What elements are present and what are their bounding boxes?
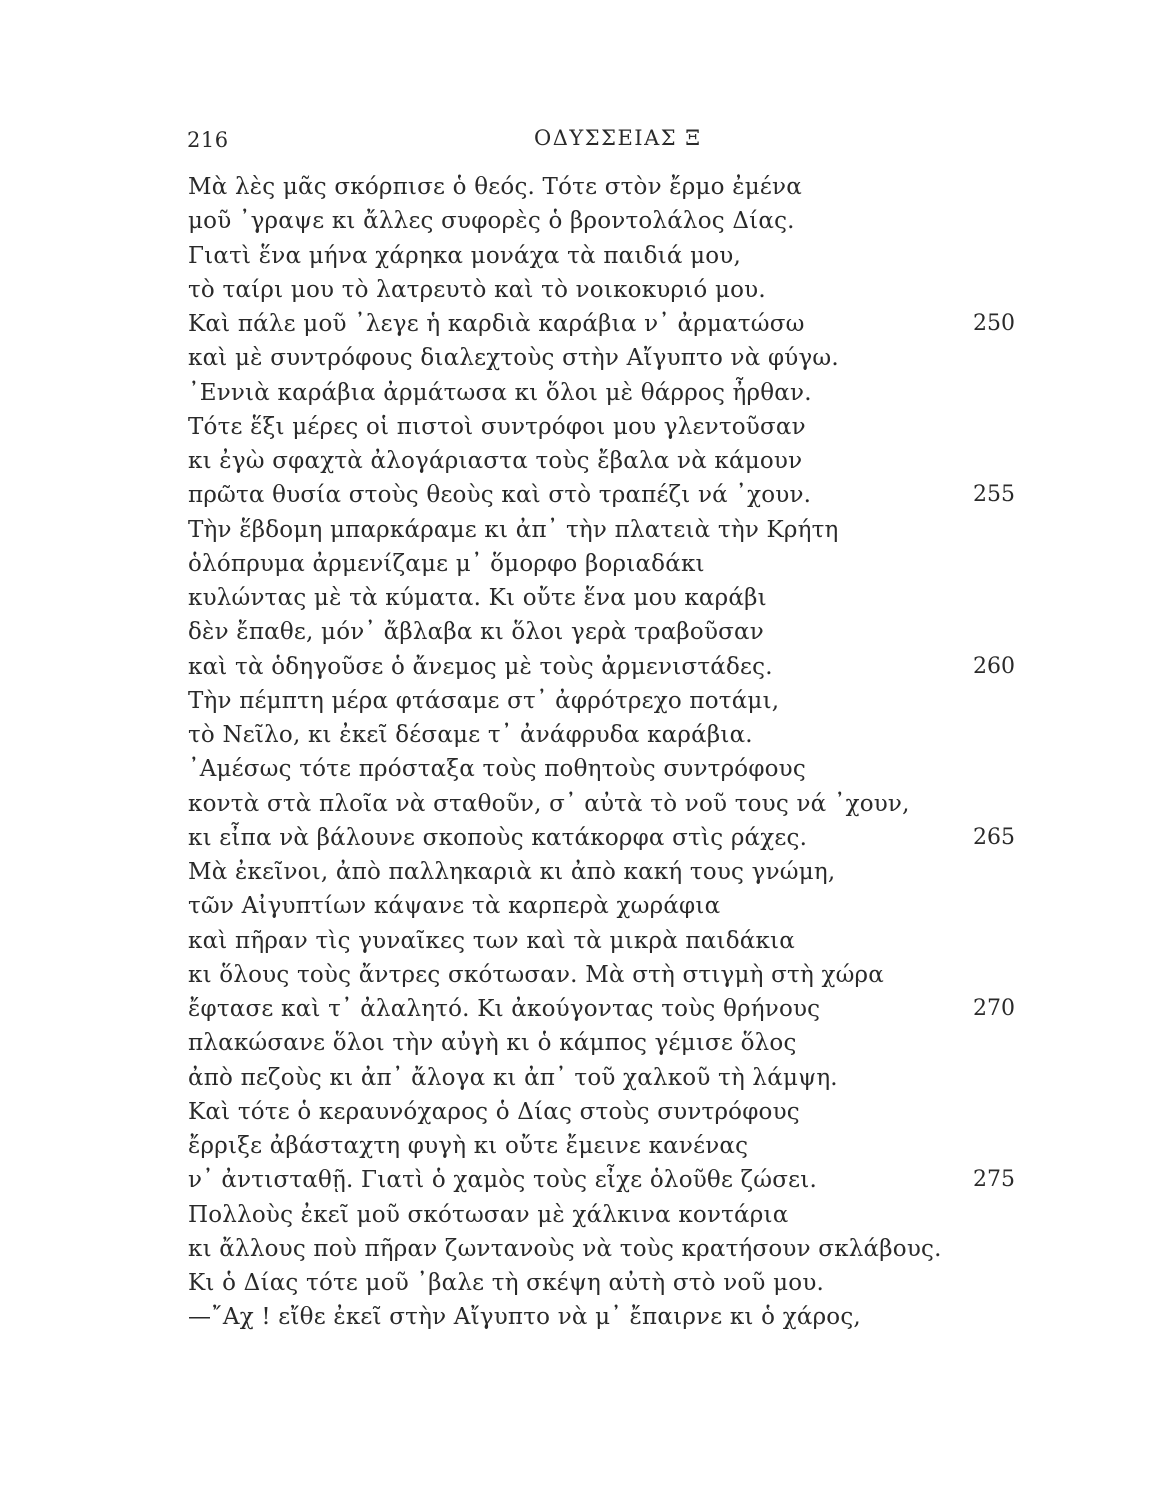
- page-number: 216: [187, 128, 229, 152]
- verse-text: καὶ πῆραν τὶς γυναῖκες των καὶ τὰ μικρὰ παιδάκια: [188, 927, 796, 954]
- verse-line: [188, 1026, 1048, 1060]
- verse-line: [188, 1129, 1048, 1163]
- verse-line: [188, 650, 1048, 684]
- verse-line: [188, 273, 1048, 307]
- verse-line: [188, 787, 1048, 821]
- verse-line: [188, 376, 1048, 410]
- verse-line: [188, 752, 1048, 786]
- verse-line: [188, 1198, 1048, 1232]
- line-number: 275: [973, 1167, 1015, 1193]
- verse-line: [188, 1163, 1048, 1197]
- verse-line: [188, 307, 1048, 341]
- verse-line: [188, 821, 1048, 855]
- verse-line: [188, 889, 1048, 923]
- line-number: 270: [973, 996, 1015, 1021]
- verse-text: Καὶ πάλε μοῦ ᾽λεγε ἡ καρδιὰ καράβια ν᾽ ἀρματώσω: [188, 311, 805, 337]
- verse-line: [188, 718, 1048, 752]
- verse-line: [188, 341, 1048, 375]
- verse-line: [188, 513, 1048, 547]
- verse-text: μοῦ ᾽γραψε κι ἄλλες συφορὲς ὁ βροντολάλος Δίας.: [188, 208, 795, 235]
- verse-text: κι ἐγὼ σφαχτὰ ἀλογάριαστα τοὺς ἔβαλα νὰ κάμουν: [188, 448, 803, 474]
- verse-text: Μὰ ἐκεῖνοι, ἀπὸ παλληκαριὰ κι ἀπὸ κακή τους γνώμη,: [188, 859, 836, 885]
- line-number: 255: [973, 482, 1015, 508]
- line-number: 265: [973, 824, 1015, 850]
- verse-text: ᾽Εννιὰ καράβια ἀρμάτωσα κι ὅλοι μὲ θάρρος ἦρθαν.: [188, 379, 812, 406]
- verse-text: ἔφτασε καὶ τ᾽ ἀλαλητό. Κι ἀκούγοντας τοὺς θρήνους: [188, 996, 821, 1022]
- verse-text: ν᾽ ἀντισταθῇ. Γιατὶ ὁ χαμὸς τοὺς εἶχε ὁλοῦθε ζώσει.: [188, 1167, 817, 1194]
- verse-text: καὶ τὰ ὁδηγοῦσε ὁ ἄνεμος μὲ τοὺς ἀρμενιστάδες.: [188, 653, 773, 680]
- verse-text: κι εἶπα νὰ βάλουνε σκοποὺς κατάκορφα στὶς ράχες.: [188, 824, 808, 851]
- verse-text: ἀπὸ πεζοὺς κι ἀπ᾽ ἄλογα κι ἀπ᾽ τοῦ χαλκοῦ τὴ λάμψη.: [188, 1064, 838, 1091]
- verse-line: [188, 410, 1048, 444]
- verse-text: ὁλόπρυμα ἀρμενίζαμε μ᾽ ὅμορφο βοριαδάκι: [188, 550, 705, 577]
- verse-line: [188, 855, 1048, 889]
- verse-text: Καὶ τότε ὁ κεραυνόχαρος ὁ Δίας στοὺς συντρόφους: [188, 1098, 800, 1125]
- verse-line: [188, 547, 1048, 581]
- verse-text: Γιατὶ ἕνα μήνα χάρηκα μονάχα τὰ παιδιά μου,: [188, 242, 741, 269]
- verse-line: [188, 1061, 1048, 1095]
- verse-line: [188, 581, 1048, 615]
- verse-text: πρῶτα θυσία στοὺς θεοὺς καὶ στὸ τραπέζι νά ᾽χουν.: [188, 482, 812, 509]
- verse-text: Τότε ἕξι μέρες οἱ πιστοὶ συντρόφοι μου γλεντοῦσαν: [188, 413, 806, 440]
- verse-text: ἔρριξε ἀβάσταχτη φυγὴ κι οὔτε ἔμεινε κανένας: [188, 1133, 749, 1159]
- verse-line: [188, 444, 1048, 478]
- verse-text: δὲν ἔπαθε, μόν᾽ ἄβλαβα κι ὅλοι γερὰ τραβοῦσαν: [188, 619, 764, 646]
- verse-block: [188, 170, 1048, 1335]
- verse-text: τὸ ταίρι μου τὸ λατρευτὸ καὶ τὸ νοικοκυριό μου.: [188, 276, 766, 303]
- verse-text: κι ὅλους τοὺς ἄντρες σκότωσαν. Μὰ στὴ στιγμὴ στὴ χώρα: [188, 961, 884, 988]
- verse-line: [188, 1095, 1048, 1129]
- verse-text: πλακώσανε ὅλοι τὴν αὐγὴ κι ὁ κάμπος γέμισε ὅλος: [188, 1030, 797, 1057]
- verse-line: [188, 239, 1048, 273]
- verse-line: [188, 478, 1048, 512]
- verse-line: [188, 1266, 1048, 1300]
- verse-line: [188, 1300, 1048, 1334]
- verse-line: [188, 615, 1048, 649]
- verse-line: [188, 958, 1048, 992]
- verse-line: [188, 684, 1048, 718]
- verse-text: —῎Αχ ! εἴθε ἐκεῖ στὴν Αἴγυπτο νὰ μ᾽ ἔπαιρνε κι ὁ χάρος,: [188, 1304, 861, 1331]
- verse-text: καὶ μὲ συντρόφους διαλεχτοὺς στὴν Αἴγυπτο νὰ φύγω.: [188, 345, 839, 372]
- line-number: 260: [973, 653, 1015, 679]
- verse-text: τὸ Νεῖλο, κι ἐκεῖ δέσαμε τ᾽ ἀνάφρυδα καράβια.: [188, 722, 753, 748]
- verse-text: κυλώντας μὲ τὰ κύματα. Κι οὔτε ἕνα μου καράβι: [188, 585, 767, 611]
- verse-line: [188, 170, 1048, 204]
- running-title: ΟΔΥΣΣΕΙΑΣ Ξ: [534, 126, 702, 150]
- verse-text: τῶν Αἰγυπτίων κάψανε τὰ καρπερὰ χωράφια: [188, 893, 721, 920]
- verse-text: Τὴν ἕβδομη μπαρκάραμε κι ἀπ᾽ τὴν πλατειὰ τὴν Κρήτη: [188, 516, 839, 543]
- verse-line: [188, 924, 1048, 958]
- verse-line: [188, 204, 1048, 238]
- verse-text: Κι ὁ Δίας τότε μοῦ ᾽βαλε τὴ σκέψη αὐτὴ στὸ νοῦ μου.: [188, 1270, 825, 1296]
- verse-text: κοντὰ στὰ πλοῖα νὰ σταθοῦν, σ᾽ αὐτὰ τὸ νοῦ τους νά ᾽χουν,: [188, 790, 910, 817]
- verse-text: κι ἄλλους ποὺ πῆραν ζωντανοὺς νὰ τοὺς κρατήσουν σκλάβους.: [188, 1235, 942, 1262]
- line-number: 250: [973, 311, 1015, 336]
- verse-line: [188, 1232, 1048, 1266]
- verse-text: Τὴν πέμπτη μέρα φτάσαμε στ᾽ ἀφρότρεχο ποτάμι,: [188, 687, 780, 714]
- verse-line: [188, 992, 1048, 1026]
- verse-text: Μὰ λὲς μᾶς σκόρπισε ὁ θεός. Τότε στὸν ἔρμο ἐμένα: [188, 174, 802, 200]
- verse-text: Πολλοὺς ἐκεῖ μοῦ σκότωσαν μὲ χάλκινα κοντάρια: [188, 1201, 789, 1228]
- verse-text: ᾽Αμέσως τότε πρόσταξα τοὺς ποθητοὺς συντρόφους: [188, 756, 806, 783]
